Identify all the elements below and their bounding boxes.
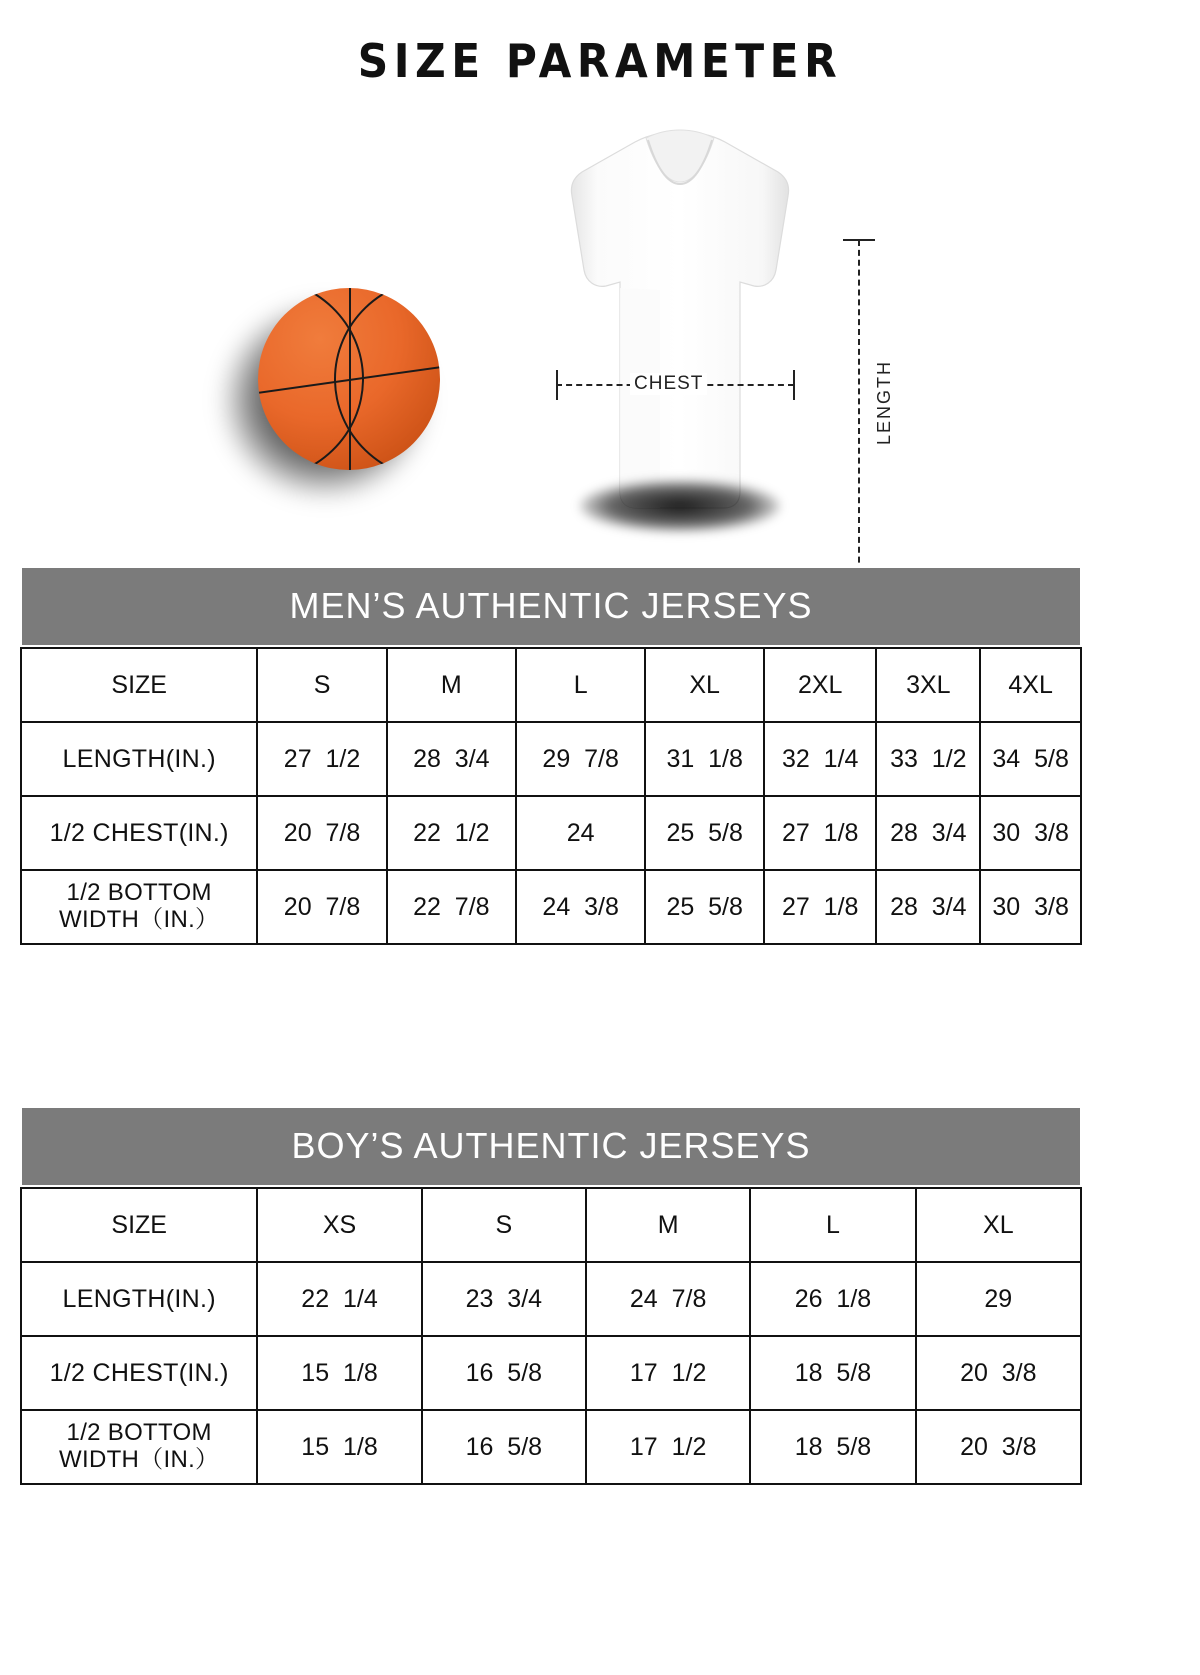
mens-row-label: 1/2 BOTTOM WIDTH（IN.） <box>21 870 257 944</box>
boys-cell: 16 5/8 <box>422 1410 586 1484</box>
mens-cell: 24 <box>516 796 645 870</box>
boys-column-header: S <box>422 1188 586 1262</box>
mens-cell: 25 5/8 <box>645 796 764 870</box>
mens-row-label: LENGTH(IN.) <box>21 722 257 796</box>
boys-cell: 17 1/2 <box>586 1410 750 1484</box>
mens-cell: 34 5/8 <box>980 722 1081 796</box>
boys-cell: 20 3/8 <box>916 1410 1081 1484</box>
boys-column-header: SIZE <box>21 1188 257 1262</box>
boys-cell: 18 5/8 <box>750 1336 915 1410</box>
mens-column-header: L <box>516 648 645 722</box>
boys-table-header: BOY’S AUTHENTIC JERSEYS <box>20 1106 1082 1187</box>
mens-table-row <box>21 870 1081 944</box>
jersey-icon <box>540 120 820 540</box>
boys-size-table-block <box>20 1106 1082 1485</box>
boys-cell: 20 3/8 <box>916 1336 1081 1410</box>
mens-cell: 27 1/2 <box>257 722 386 796</box>
mens-cell: 28 3/4 <box>876 870 980 944</box>
boys-table-row <box>21 1410 1081 1484</box>
mens-column-header: SIZE <box>21 648 257 722</box>
boys-cell: 24 7/8 <box>586 1262 750 1336</box>
mens-column-header: M <box>387 648 516 722</box>
boys-row-label: LENGTH(IN.) <box>21 1262 257 1336</box>
mens-cell: 30 3/8 <box>980 870 1081 944</box>
mens-column-header: 2XL <box>764 648 876 722</box>
mens-column-header: S <box>257 648 386 722</box>
mens-cell: 28 3/4 <box>387 722 516 796</box>
mens-size-table <box>20 647 1082 945</box>
jersey-shadow <box>580 480 780 532</box>
boys-cell: 16 5/8 <box>422 1336 586 1410</box>
boys-row-label: 1/2 BOTTOM WIDTH（IN.） <box>21 1410 257 1484</box>
mens-cell: 20 7/8 <box>257 796 386 870</box>
mens-cell: 28 3/4 <box>876 796 980 870</box>
chest-guide-right <box>793 370 795 400</box>
mens-cell: 31 1/8 <box>645 722 764 796</box>
mens-column-header-row <box>21 648 1081 722</box>
boys-cell: 18 5/8 <box>750 1410 915 1484</box>
mens-column-header: 4XL <box>980 648 1081 722</box>
boys-cell: 29 <box>916 1262 1081 1336</box>
length-guide-line <box>858 240 860 622</box>
mens-cell: 22 7/8 <box>387 870 516 944</box>
mens-cell: 27 1/8 <box>764 796 876 870</box>
boys-cell: 17 1/2 <box>586 1336 750 1410</box>
mens-table-row <box>21 796 1081 870</box>
boys-row-label: 1/2 CHEST(IN.) <box>21 1336 257 1410</box>
mens-column-header: XL <box>645 648 764 722</box>
mens-size-table-block <box>20 566 1082 945</box>
boys-column-header: M <box>586 1188 750 1262</box>
mens-column-header: 3XL <box>876 648 980 722</box>
jersey-graphic <box>540 120 820 540</box>
mens-table-row <box>21 722 1081 796</box>
page-title: SIZE PARAMETER <box>357 34 843 88</box>
boys-column-header: XL <box>916 1188 1081 1262</box>
mens-cell: 27 1/8 <box>764 870 876 944</box>
boys-column-header-row <box>21 1188 1081 1262</box>
basketball-graphic <box>210 270 470 530</box>
mens-cell: 32 1/4 <box>764 722 876 796</box>
illustration-area <box>0 110 1200 550</box>
mens-cell: 22 1/2 <box>387 796 516 870</box>
boys-cell: 15 1/8 <box>257 1410 421 1484</box>
mens-cell: 33 1/2 <box>876 722 980 796</box>
basketball-icon <box>258 288 440 470</box>
boys-cell: 15 1/8 <box>257 1336 421 1410</box>
boys-column-header: XS <box>257 1188 421 1262</box>
mens-table-header: MEN’S AUTHENTIC JERSEYS <box>20 566 1082 647</box>
length-measure-label: LENGTH <box>872 356 897 449</box>
boys-table-row <box>21 1336 1081 1410</box>
chest-measure-label: CHEST <box>630 373 707 395</box>
mens-cell: 25 5/8 <box>645 870 764 944</box>
mens-row-label: 1/2 CHEST(IN.) <box>21 796 257 870</box>
boys-cell: 22 1/4 <box>257 1262 421 1336</box>
boys-size-table <box>20 1187 1082 1485</box>
mens-cell: 30 3/8 <box>980 796 1081 870</box>
mens-cell: 20 7/8 <box>257 870 386 944</box>
boys-table-row <box>21 1262 1081 1336</box>
mens-cell: 29 7/8 <box>516 722 645 796</box>
boys-cell: 26 1/8 <box>750 1262 915 1336</box>
mens-cell: 24 3/8 <box>516 870 645 944</box>
boys-cell: 23 3/4 <box>422 1262 586 1336</box>
boys-column-header: L <box>750 1188 915 1262</box>
